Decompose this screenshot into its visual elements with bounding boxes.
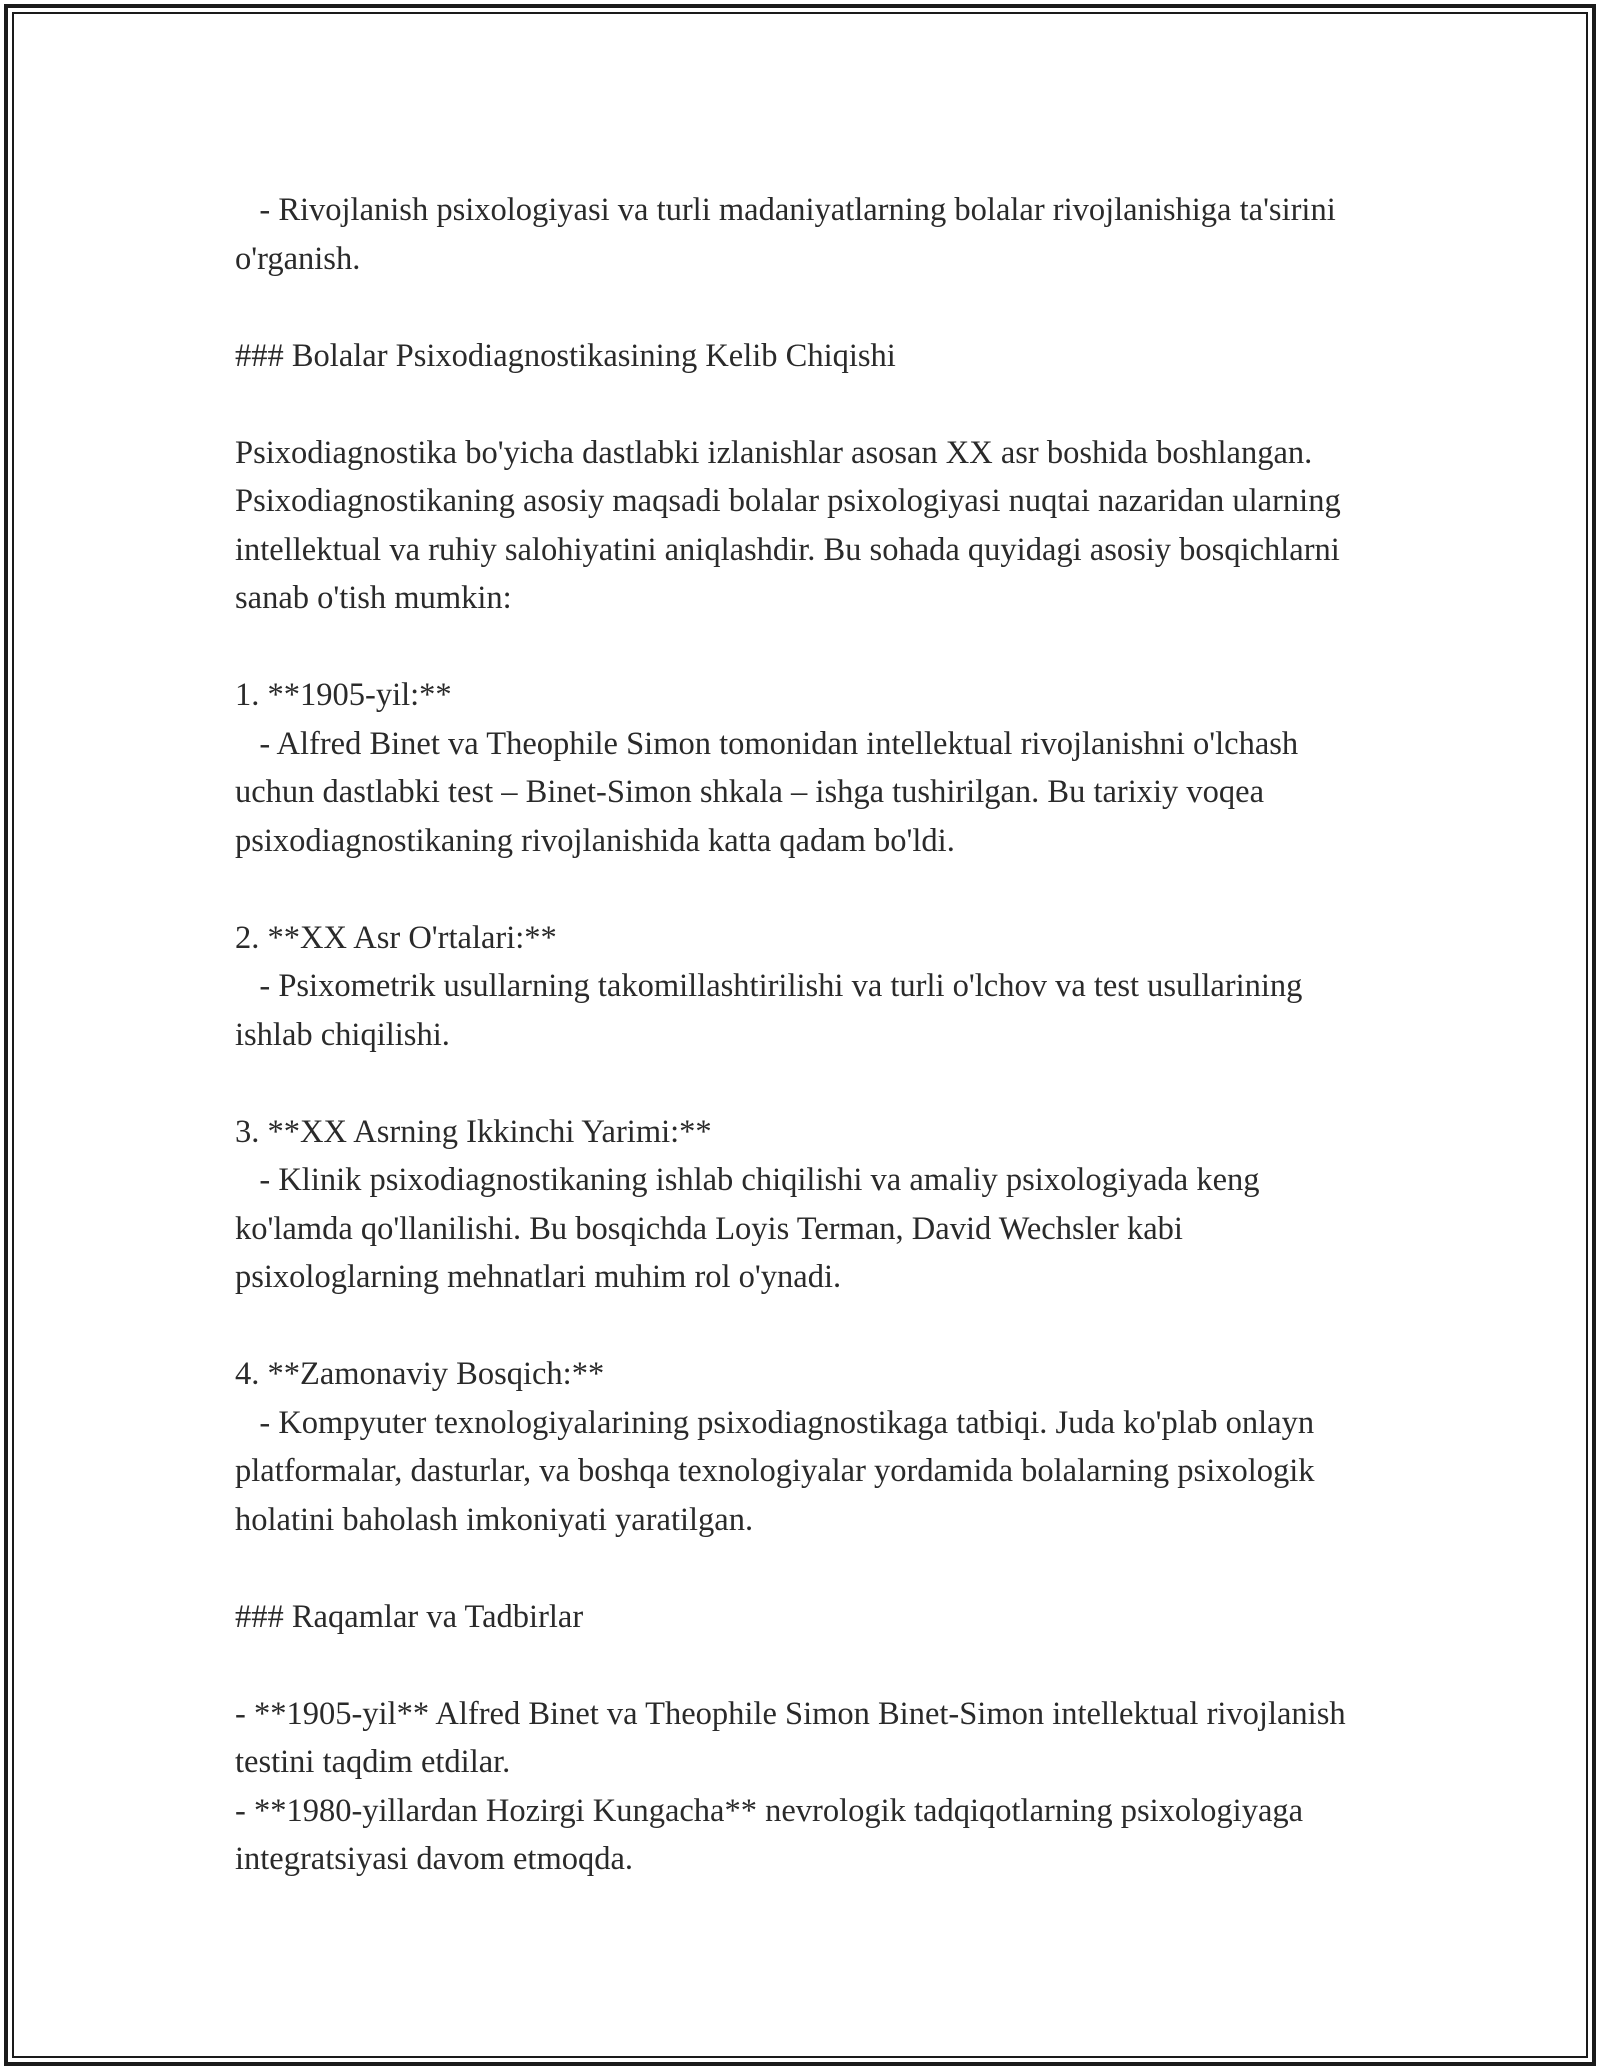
paragraph: 2. **XX Asr O'rtalari:** bbox=[235, 919, 557, 956]
paragraph: - Alfred Binet va Theophile Simon tomonidan intellektual rivojlanishni o'lchash uchun dastlabki test – Binet-Simon shkala – ishga tushirilgan. Bu tarixiy voqea psixodiagnostikaning rivojlanishida katta qadam bo'ldi. bbox=[235, 725, 1307, 859]
paragraph: - Rivojlanish psixologiyasi va turli madaniyatlarning bolalar rivojlanishiga ta'sirini o'rganish. bbox=[235, 192, 1344, 277]
blank-line bbox=[235, 1302, 1385, 1351]
section-heading: ### Bolalar Psixodiagnostikasining Kelib Chiqishi bbox=[235, 337, 896, 374]
paragraph: - Kompyuter texnologiyalarining psixodiagnostikaga tatbiqi. Juda ko'plab onlayn platformalar, dasturlar, va boshqa texnologiyalar yordamida bolalarning psixologik holatini baholash imkoniyati yaratilgan. bbox=[235, 1404, 1323, 1538]
section-heading: ### Raqamlar va Tadbirlar bbox=[235, 1598, 584, 1635]
blank-line bbox=[235, 865, 1385, 914]
paragraph: - **1905-yil** Alfred Binet va Theophile Simon Binet-Simon intellektual rivojlanish testini taqdim etdilar. bbox=[235, 1695, 1354, 1780]
document-body bbox=[235, 186, 1385, 1884]
paragraph: 4. **Zamonaviy Bosqich:** bbox=[235, 1356, 605, 1392]
paragraph: 1. **1905-yil:** bbox=[235, 677, 452, 713]
blank-line bbox=[235, 283, 1385, 332]
blank-line bbox=[235, 1544, 1385, 1593]
paragraph: - Klinik psixodiagnostikaning ishlab chiqilishi va amaliy psixologiyada keng ko'lamda qo'llanilishi. Bu bosqichda Loyis Terman, David Wechsler kabi psixologlarning mehnatlari muhim rol o'ynadi. bbox=[235, 1162, 1268, 1295]
blank-line bbox=[235, 1641, 1385, 1690]
blank-line bbox=[235, 1059, 1385, 1108]
paragraph: - Psixometrik usullarning takomillashtirilishi va turli o'lchov va test usullarining ishlab chiqilishi. bbox=[235, 968, 1311, 1053]
blank-line bbox=[235, 380, 1385, 429]
paragraph: - **1980-yillardan Hozirgi Kungacha** nevrologik tadqiqotlarning psixologiyaga integratsiyasi davom etmoqda. bbox=[235, 1792, 1312, 1877]
paragraph: 3. **XX Asrning Ikkinchi Yarimi:** bbox=[235, 1113, 712, 1150]
paragraph: Psixodiagnostika bo'yicha dastlabki izlanishlar asosan XX asr boshida boshlangan. Psixodiagnostikaning asosiy maqsadi bolalar psixologiyasi nuqtai nazaridan ularning intellektual va ruhiy salohiyatini aniqlashdir. Bu sohada quyidagi asosiy bosqichlarni sanab o'tish mumkin: bbox=[235, 434, 1349, 616]
blank-line bbox=[235, 623, 1385, 672]
